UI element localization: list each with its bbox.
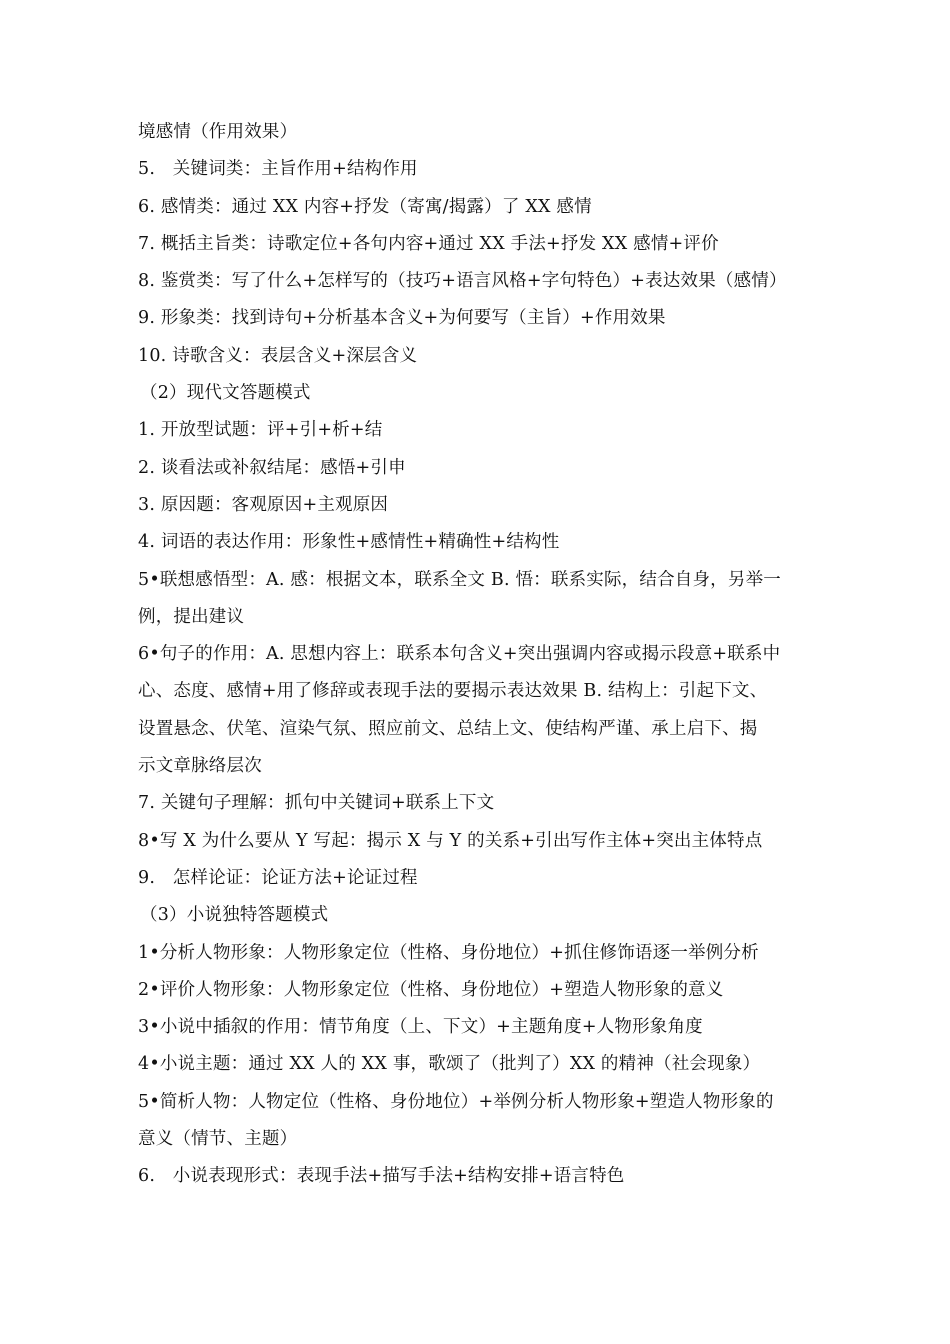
- text-line: 3•小说中插叙的作用：情节角度（上、下文）+主题角度+人物形象角度: [138, 1017, 703, 1038]
- text-line: 设置悬念、伏笔、渲染气氛、照应前文、总结上文、使结构严谨、承上启下、揭: [138, 718, 758, 739]
- text-line: 2•评价人物形象：人物形象定位（性格、身份地位）+塑造人物形象的意义: [138, 979, 724, 1000]
- text-line: 7. 关键句子理解：抓句中关键词+联系上下文: [138, 793, 495, 814]
- text-line: 8•写 X 为什么要从 Y 写起：揭示 X 与 Y 的关系+引出写作主体+突出主体特点: [138, 830, 763, 851]
- text-line: 7. 概括主旨类：诗歌定位+各句内容+通过 XX 手法+抒发 XX 感情+评价: [138, 233, 719, 254]
- text-line: 6. 小说表现形式：表现手法+描写手法+结构安排+语言特色: [138, 1166, 625, 1187]
- text-line: 1•分析人物形象：人物形象定位（性格、身份地位）+抓住修饰语逐一举例分析: [138, 942, 759, 963]
- text-line: 3. 原因题：客观原因+主观原因: [138, 494, 389, 515]
- text-line: 例，提出建议: [138, 606, 245, 627]
- text-line: 9. 怎样论证：论证方法+论证过程: [138, 867, 418, 888]
- text-line: 1. 开放型试题：评+引+析+结: [138, 420, 383, 441]
- document-body: [138, 114, 818, 1196]
- text-line: 5•简析人物：人物定位（性格、身份地位）+举例分析人物形象+塑造人物形象的: [138, 1091, 774, 1112]
- text-line: 示文章脉络层次: [138, 756, 262, 777]
- text-line: 6•句子的作用：A. 思想内容上：联系本句含义+突出强调内容或揭示段意+联系中: [138, 644, 781, 665]
- text-line: 4•小说主题：通过 XX 人的 XX 事，歌颂了（批判了）XX 的精神（社会现象）: [138, 1054, 761, 1075]
- text-line: 8. 鉴赏类：写了什么+怎样写的（技巧+语言风格+字句特色）+表达效果（感情）: [138, 271, 787, 292]
- text-line: 境感情（作用效果）: [138, 122, 298, 142]
- text-line: 5•联想感悟型：A. 感：根据文本，联系全文 B. 悟：联系实际，结合自身，另举一: [138, 569, 781, 590]
- text-line: 6. 感情类：通过 XX 内容+抒发（寄寓/揭露）了 XX 感情: [138, 196, 592, 217]
- section-heading: （2）现代文答题模式: [140, 383, 311, 404]
- text-line: 2. 谈看法或补叙结尾：感悟+引申: [138, 457, 406, 478]
- text-line: 5. 关键词类：主旨作用+结构作用: [138, 159, 418, 180]
- text-line: 4. 词语的表达作用：形象性+感情性+精确性+结构性: [138, 532, 560, 553]
- text-line: 10. 诗歌含义：表层含义+深层含义: [138, 345, 418, 366]
- text-line: 意义（情节、主题）: [138, 1129, 298, 1150]
- section-heading: （3）小说独特答题模式: [140, 905, 329, 926]
- text-line: 9. 形象类：找到诗句+分析基本含义+为何要写（主旨）+作用效果: [138, 308, 666, 329]
- text-line: 心、态度、感情+用了修辞或表现手法的要揭示表达效果 B. 结构上：引起下文、: [138, 681, 768, 702]
